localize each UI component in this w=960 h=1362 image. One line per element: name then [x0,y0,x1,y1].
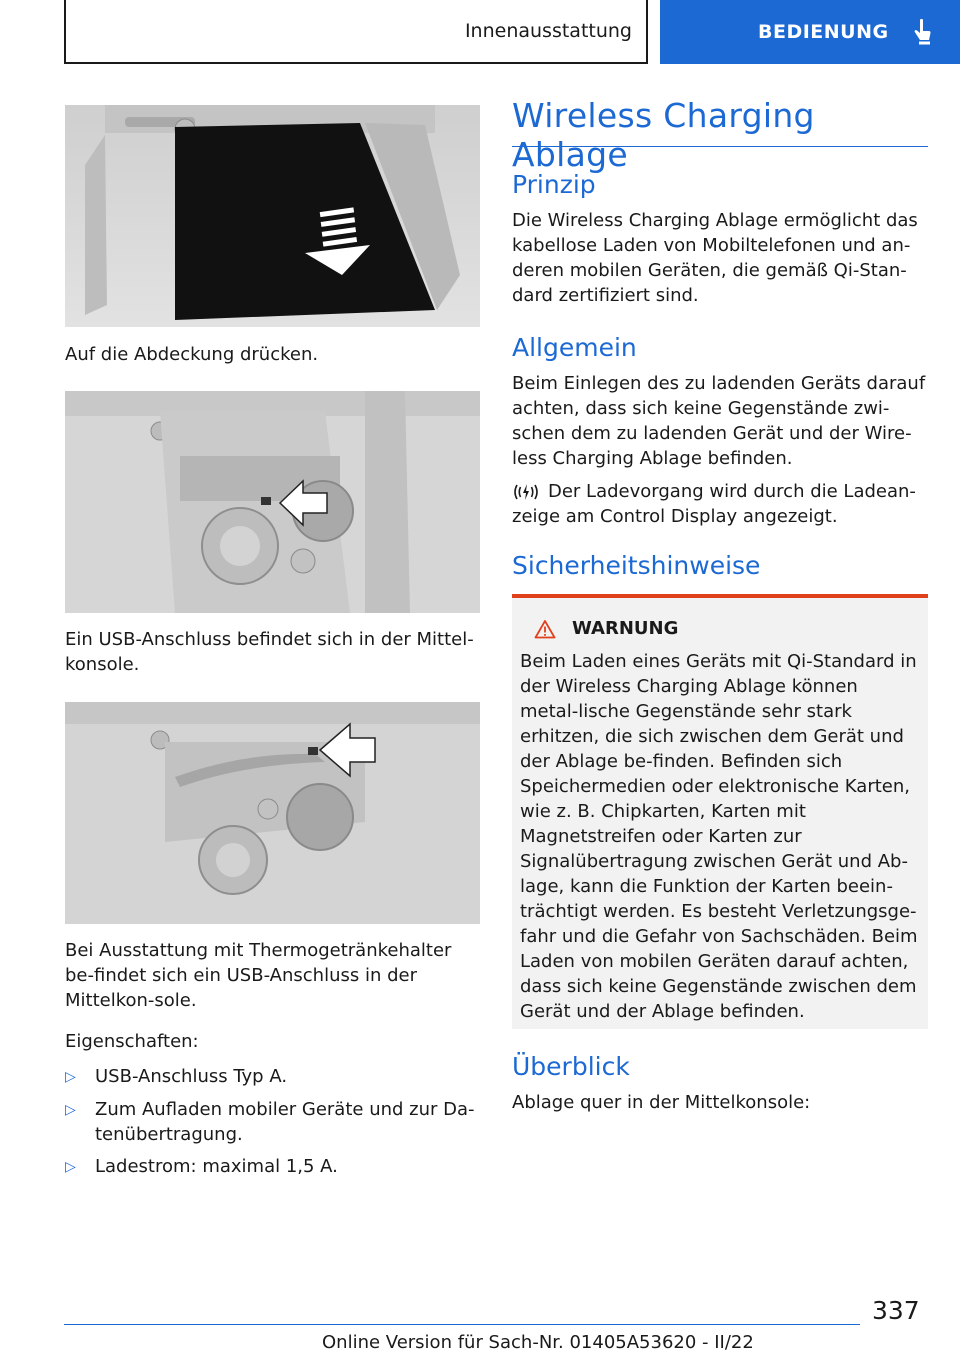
general-text: Beim Einlegen des zu ladenden Geräts darauf achten, dass sich keine Gegenstände zwi-schen dem zu ladenden Gerät und der Wire-less Charging Ablage befinden. [512,373,926,469]
heading-principle: Prinzip [512,170,596,199]
warning-title: WARNUNG [572,618,679,639]
header-chapter-tab [660,0,960,64]
charging-indicator-icon [512,482,540,502]
properties-label: Eigenschaften: [65,1031,199,1052]
triangle-bullet-icon: ▷ [65,1159,76,1175]
triangle-bullet-icon: ▷ [65,1069,76,1085]
page-title: Wireless Charging Ablage [512,96,928,147]
footer-divider [64,1324,860,1325]
principle-text: Die Wireless Charging Ablage ermöglicht das kabellose Laden von Mobiltelefonen und an-deren mobilen Geräten, die gemäß Qi-Stan-dard zertifiziert sind. [512,210,918,306]
triangle-bullet-icon: ▷ [65,1102,76,1118]
page-number: 337 [872,1296,920,1325]
charging-note-text: Der Ladevorgang wird durch die Ladean-zeige am Control Display angezeigt. [512,481,916,527]
header-section-tab [64,0,648,64]
photo-usb-console [65,391,480,613]
list-item [65,1154,480,1180]
header-chapter-title: BEDIENUNG [758,21,889,43]
caption-press-cover: Auf die Abdeckung drücken. [65,344,319,365]
caption-usb-thermo: Bei Ausstattung mit Thermogetränkehalter be-findet sich ein USB-Anschluss in der Mittelkon-sole. [65,940,452,1011]
list-item [65,1097,480,1147]
photo-usb-thermo-holder [65,702,480,924]
warning-header [534,618,918,639]
overview-text: Ablage quer in der Mittelkonsole: [512,1092,811,1113]
heading-safety: Sicherheitshinweise [512,551,761,580]
list-item [65,1064,480,1090]
header-section-title: Innenausstattung [464,20,632,42]
charging-note [512,479,928,529]
list-item-text: Ladestrom: maximal 1,5 A. [95,1156,338,1177]
pointing-hand-icon [911,18,933,46]
caption-usb-console: Ein USB-Anschluss befindet sich in der Mittel-konsole. [65,629,474,675]
heading-general: Allgemein [512,333,637,362]
warning-triangle-icon [534,619,556,639]
list-item-text: Zum Aufladen mobiler Geräte und zur Da-tenübertragung. [95,1099,475,1145]
list-item-text: USB-Anschluss Typ A. [95,1066,288,1087]
photo-press-cover [65,105,480,327]
warning-box [512,594,928,1029]
warning-text: Beim Laden eines Geräts mit Qi-Standard in der Wireless Charging Ablage können metal-lische Gegenstände sehr stark erhitzen, die sich zwischen dem Gerät und der Ablage be-finden. Befinden sich Speichermedien oder elektronische Karten, wie z. B. Chipkarten, Karten mit Magnetstreifen oder Karten zur Signalübertragung zwischen Gerät und Ab-lage, kann die Funktion der Karten beein-trächtigt werden. Es besteht Verletzungsge-fahr und die Gefahr von Sachschäden. Beim Laden von mobilen Geräten darauf achten, dass sich keine Gegenstände zwischen dem Gerät und der Ablage befinden. [520,651,918,1022]
heading-overview: Überblick [512,1052,630,1081]
footer-online-version: Online Version für Sach-Nr. 01405A53620 - II/22 [322,1332,754,1353]
